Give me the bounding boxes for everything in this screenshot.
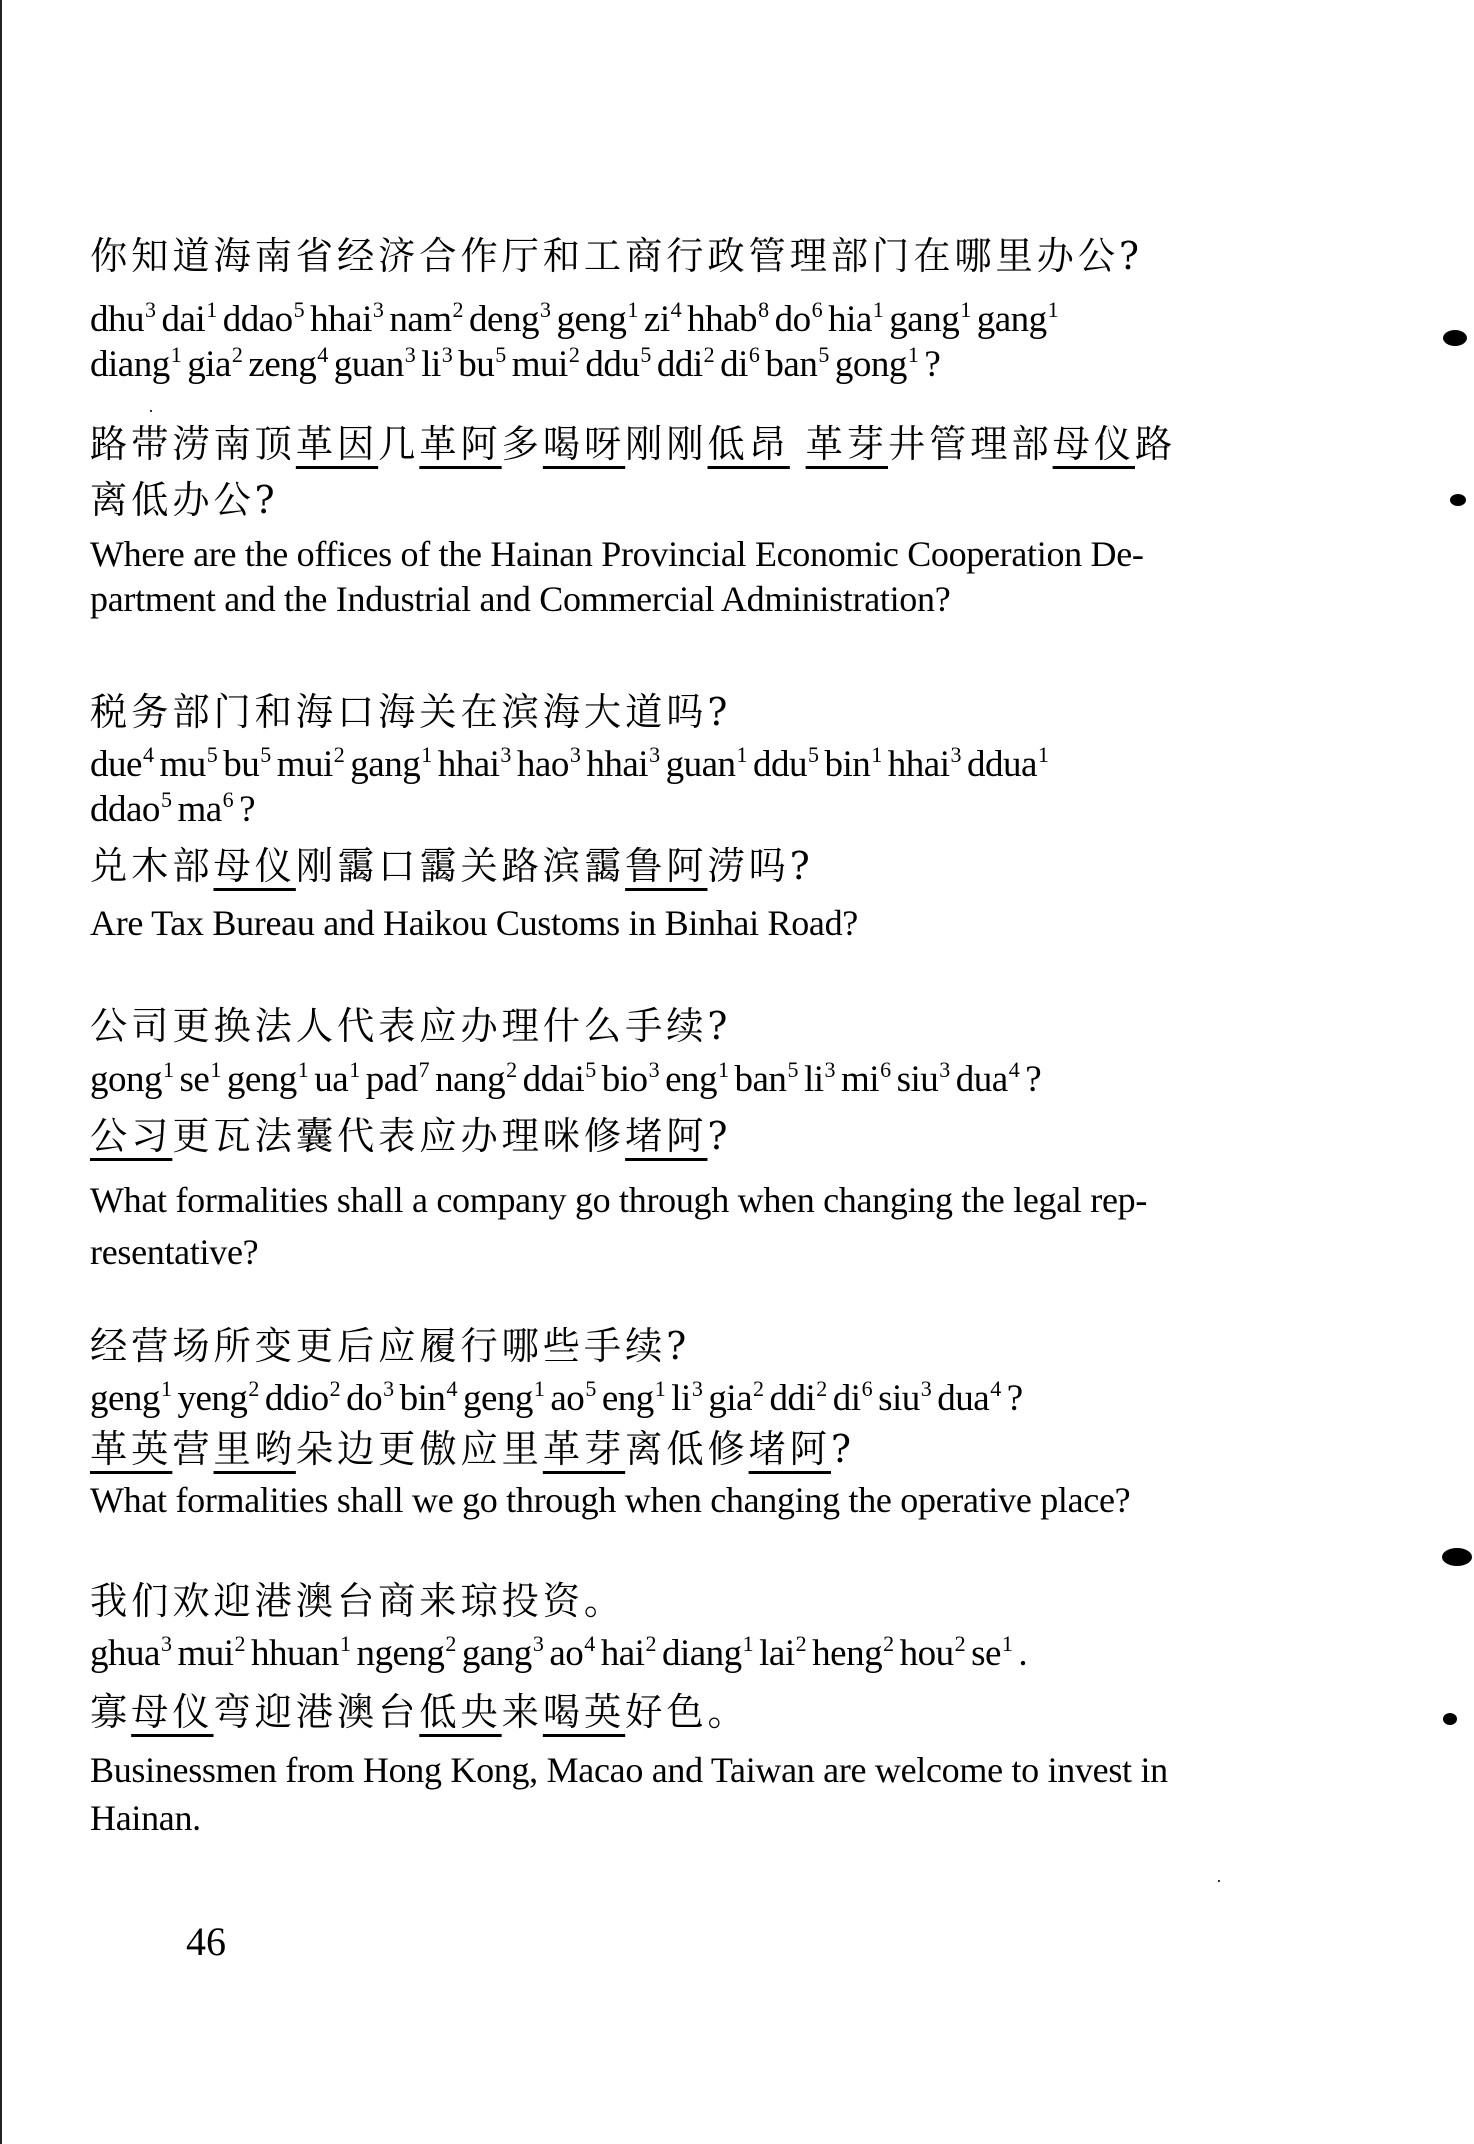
romanized-syllable: bin$^4$ xyxy=(399,1376,457,1419)
sound-chars: 兑木部 xyxy=(90,844,214,888)
romanized-syllable: $se^1$ xyxy=(179,1057,221,1100)
tone-number: 3 xyxy=(372,297,384,322)
hainanese-transcription xyxy=(90,1112,731,1160)
sound-chars: 弯迎港澳台 xyxy=(213,1690,420,1734)
romanized-syllable: pad$^7$ xyxy=(365,1057,430,1100)
romanized-syllable: diang$^1$ xyxy=(90,342,182,385)
romanized-syllable: $ua^1$ xyxy=(314,1057,360,1100)
underlined-sound-chars: 母仪 xyxy=(1052,422,1135,466)
tone-number: 3 xyxy=(950,742,961,767)
romanized-syllable: ? xyxy=(1006,1378,1023,1419)
tone-number: 1 xyxy=(718,1057,729,1082)
tone-number: 4 xyxy=(142,742,154,767)
sound-chars: 几 xyxy=(378,422,420,466)
romanized-syllable: $li^3$ xyxy=(803,1057,835,1100)
romanized-syllable: hhai$^3$ xyxy=(437,742,511,785)
romanized-syllable: ban$^5$ xyxy=(734,1057,798,1100)
romanized-syllable: gong$^1$ xyxy=(90,1057,174,1100)
tone-number: 1 xyxy=(170,342,182,367)
underlined-sound-chars: 革芽 xyxy=(542,1427,626,1471)
romanized-syllable: bin$^1$ xyxy=(824,742,882,785)
tone-number: 1 xyxy=(1001,1631,1013,1656)
tone-number: 4 xyxy=(446,1376,457,1401)
romanized-syllable: ddai$^5$ xyxy=(522,1057,596,1100)
romanized-syllable: hhai$^3$ xyxy=(310,297,384,340)
romanized-syllable: $mu^5$ xyxy=(159,742,218,785)
tone-number: 2 xyxy=(234,1631,245,1656)
romanized-syllable: gang$^3$ xyxy=(461,1631,544,1674)
romanized-syllable: diang$^1$ xyxy=(661,1631,754,1674)
romanized-syllable: hhab$^8$ xyxy=(687,297,769,340)
underlined-sound-chars: 公习 xyxy=(90,1114,173,1158)
romanized-syllable: eng$^1$ xyxy=(601,1376,666,1419)
sound-chars: 离低办公? xyxy=(90,478,279,522)
tone-number: 5 xyxy=(206,742,218,767)
romanized-syllable: ghua$^3$ xyxy=(90,1631,172,1674)
tone-number: 1 xyxy=(210,1057,221,1082)
mandarin-question: 税务部门和海口海关在滨海大道吗? xyxy=(90,690,732,734)
tone-number: 1 xyxy=(736,742,747,767)
romanized-syllable: ? xyxy=(924,344,941,385)
romanization-line xyxy=(90,743,1054,787)
romanized-syllable: siu$^3$ xyxy=(896,1057,950,1100)
romanized-syllable: mui$^2$ xyxy=(511,342,580,385)
romanized-syllable: ? xyxy=(1025,1059,1042,1100)
romanized-syllable: hia$^1$ xyxy=(828,297,884,340)
romanized-syllable: bio$^3$ xyxy=(601,1057,660,1100)
romanized-syllable: gia$^2$ xyxy=(187,342,243,385)
tone-number: 1 xyxy=(160,1376,172,1401)
binding-hole-mark xyxy=(1450,494,1466,506)
mandarin-question: 我们欢迎港澳台商来琼投资。 xyxy=(90,1579,626,1623)
tone-number: 3 xyxy=(145,297,156,322)
romanized-syllable: $ao^5$ xyxy=(550,1376,596,1419)
tone-number: 2 xyxy=(231,342,243,367)
romanization-line xyxy=(90,1377,1029,1421)
underlined-sound-chars: 低昂 xyxy=(707,422,790,466)
romanized-syllable: hou$^2$ xyxy=(899,1631,966,1674)
romanization-line xyxy=(90,343,946,387)
page-edge-rule xyxy=(0,0,2,2144)
tone-number: 5 xyxy=(585,1376,596,1401)
tone-number: 2 xyxy=(329,1376,341,1401)
sound-chars: 离低修 xyxy=(625,1427,749,1471)
sound-chars: ? xyxy=(830,1427,855,1471)
romanized-syllable: guan$^3$ xyxy=(333,342,416,385)
tone-number: 3 xyxy=(383,1376,394,1401)
romanized-syllable: deng$^3$ xyxy=(469,297,551,340)
romanized-syllable: ddi$^2$ xyxy=(656,342,715,385)
romanized-syllable: guan$^1$ xyxy=(665,742,747,785)
underlined-sound-chars: 母仪 xyxy=(131,1690,214,1734)
tone-number: 1 xyxy=(533,1376,545,1401)
romanized-syllable: ddi$^2$ xyxy=(769,1376,827,1419)
romanized-syllable: $ma^6$ xyxy=(177,787,234,830)
english-translation: Are Tax Bureau and Haikou Customs in Binhai Road? xyxy=(90,903,858,943)
romanized-syllable: $do^3$ xyxy=(346,1376,394,1419)
tone-number: 2 xyxy=(883,1631,894,1656)
tone-number: 2 xyxy=(445,1631,456,1656)
tone-number: 3 xyxy=(939,1057,950,1082)
romanized-syllable: geng$^1$ xyxy=(226,1057,309,1100)
underlined-sound-chars: 堵阿 xyxy=(625,1114,708,1158)
tone-number: 2 xyxy=(248,1376,259,1401)
tone-number: 3 xyxy=(441,342,453,367)
underlined-sound-chars: 革阿 xyxy=(419,422,502,466)
romanized-syllable: $mi^6$ xyxy=(841,1057,891,1100)
romanized-syllable: siu$^3$ xyxy=(878,1376,932,1419)
tone-number: 2 xyxy=(568,342,580,367)
tone-number: 1 xyxy=(206,297,217,322)
sound-chars: 涝吗? xyxy=(707,844,814,888)
romanized-syllable: ddio$^2$ xyxy=(264,1376,341,1419)
sound-chars: 刚靄口靄关路滨靄 xyxy=(295,844,626,888)
romanized-syllable: . xyxy=(1018,1633,1028,1674)
tone-number: 3 xyxy=(532,1631,544,1656)
romanized-syllable: $li^3$ xyxy=(421,342,453,385)
romanization-line xyxy=(90,1632,1033,1676)
english-translation: Hainan. xyxy=(90,1798,201,1838)
tone-number: 4 xyxy=(584,1631,595,1656)
sound-chars xyxy=(790,422,806,466)
romanized-syllable: lai$^2$ xyxy=(759,1631,807,1674)
tone-number: 5 xyxy=(818,342,829,367)
romanized-syllable: ddu$^5$ xyxy=(585,342,651,385)
sound-chars: 刚刚 xyxy=(625,422,708,466)
english-translation: resentative? xyxy=(90,1232,259,1272)
underlined-sound-chars: 母仪 xyxy=(213,844,296,888)
tone-number: 1 xyxy=(907,342,919,367)
romanization-line xyxy=(90,298,1064,342)
tone-number: 2 xyxy=(506,1057,517,1082)
tone-number: 1 xyxy=(960,297,971,322)
sound-chars: ? xyxy=(707,1114,732,1158)
binding-hole-mark xyxy=(1443,330,1467,346)
romanized-syllable: heng$^2$ xyxy=(812,1631,894,1674)
mandarin-question: 经营场所变更后应履行哪些手续? xyxy=(90,1324,691,1368)
tone-number: 5 xyxy=(260,742,271,767)
romanized-syllable: gang$^1$ xyxy=(889,297,971,340)
underlined-sound-chars: 革英 xyxy=(90,1427,173,1471)
sound-chars: 来 xyxy=(501,1690,543,1734)
tone-number: 2 xyxy=(703,342,715,367)
romanization-line xyxy=(90,788,261,832)
tone-number: 3 xyxy=(569,742,581,767)
underlined-sound-chars: 里哟 xyxy=(213,1427,296,1471)
binding-hole-mark xyxy=(1442,1548,1472,1566)
romanized-syllable: zeng$^4$ xyxy=(248,342,328,385)
tone-number: 3 xyxy=(539,297,551,322)
romanized-syllable: due$^4$ xyxy=(90,742,154,785)
sound-chars: 多 xyxy=(501,422,543,466)
tone-number: 2 xyxy=(333,742,345,767)
underlined-sound-chars: 鲁阿 xyxy=(625,844,708,888)
tone-number: 2 xyxy=(452,297,464,322)
underlined-sound-chars: 喝呀 xyxy=(542,422,626,466)
sound-chars: 朵边更傲应里 xyxy=(295,1427,543,1471)
sound-chars: 路带涝 xyxy=(90,422,214,466)
romanized-syllable: geng$^1$ xyxy=(90,1376,172,1419)
tone-number: 1 xyxy=(627,297,638,322)
mandarin-question: 公司更换法人代表应办理什么手续? xyxy=(90,1004,732,1048)
romanized-syllable: $li^3$ xyxy=(671,1376,703,1419)
tone-number: 5 xyxy=(293,297,305,322)
romanized-syllable: yeng$^2$ xyxy=(177,1376,259,1419)
romanized-syllable: ? xyxy=(239,789,256,830)
tone-number: 1 xyxy=(421,742,432,767)
romanized-syllable: $do^6$ xyxy=(774,297,823,340)
tone-number: 2 xyxy=(816,1376,827,1401)
hainanese-transcription xyxy=(90,476,279,524)
sound-chars: 井管理部 xyxy=(887,422,1053,466)
romanized-syllable: ddao$^5$ xyxy=(90,787,172,830)
underlined-sound-chars: 堵阿 xyxy=(748,1427,831,1471)
tone-number: 6 xyxy=(880,1057,891,1082)
tone-number: 6 xyxy=(222,787,234,812)
tone-number: 6 xyxy=(811,297,823,322)
romanized-syllable: gang$^1$ xyxy=(350,742,432,785)
tone-number: 4 xyxy=(1008,1057,1020,1082)
tone-number: 1 xyxy=(872,297,884,322)
romanized-syllable: ban$^5$ xyxy=(765,342,829,385)
tone-number: 5 xyxy=(787,1057,798,1082)
english-translation: What formalities shall a company go through when changing the legal rep- xyxy=(90,1180,1148,1220)
tone-number: 1 xyxy=(1037,742,1049,767)
romanized-syllable: hhai$^3$ xyxy=(887,742,961,785)
romanization-line xyxy=(90,1058,1047,1102)
tone-number: 3 xyxy=(824,1057,835,1082)
tone-number: 3 xyxy=(691,1376,703,1401)
tone-number: 2 xyxy=(795,1631,807,1656)
romanized-syllable: hhuan$^1$ xyxy=(251,1631,351,1674)
tone-number: 3 xyxy=(500,742,511,767)
tone-number: 3 xyxy=(404,342,416,367)
romanized-syllable: ddua$^1$ xyxy=(966,742,1049,785)
tone-number: 3 xyxy=(648,1057,660,1082)
tone-number: 1 xyxy=(654,1376,666,1401)
underlined-sound-chars: 喝英 xyxy=(542,1690,626,1734)
romanized-syllable: hai$^2$ xyxy=(600,1631,656,1674)
romanized-syllable: nam$^2$ xyxy=(389,297,464,340)
tone-number: 5 xyxy=(160,787,172,812)
tone-number: 7 xyxy=(418,1057,430,1082)
tone-number: 4 xyxy=(670,297,682,322)
romanized-syllable: ddu$^5$ xyxy=(753,742,819,785)
romanized-syllable: gang$^1$ xyxy=(976,297,1059,340)
tone-number: 1 xyxy=(163,1057,174,1082)
sound-chars: 好色。 xyxy=(625,1690,749,1734)
mandarin-question: 你知道海南省经济合作厅和工商行政管理部门在哪里办公? xyxy=(90,234,1143,278)
romanized-syllable: geng$^1$ xyxy=(556,297,638,340)
tone-number: 2 xyxy=(645,1631,656,1656)
romanized-syllable: dua$^4$ xyxy=(937,1376,1001,1419)
romanized-syllable: nang$^2$ xyxy=(435,1057,517,1100)
romanized-syllable: $se^1$ xyxy=(971,1631,1013,1674)
tone-number: 2 xyxy=(753,1376,764,1401)
tone-number: 6 xyxy=(748,342,760,367)
hainanese-transcription xyxy=(90,1425,855,1473)
tone-number: 5 xyxy=(640,342,651,367)
sound-chars: 路 xyxy=(1134,422,1177,466)
hainanese-transcription xyxy=(90,842,814,890)
english-translation: Where are the offices of the Hainan Provincial Economic Cooperation De- xyxy=(90,534,1144,574)
scan-speck xyxy=(150,410,152,412)
sound-chars: 营 xyxy=(172,1427,214,1471)
tone-number: 1 xyxy=(297,1057,309,1082)
tone-number: 1 xyxy=(349,1057,360,1082)
romanized-syllable: dua$^4$ xyxy=(955,1057,1020,1100)
romanized-syllable: hao$^3$ xyxy=(516,742,581,785)
romanized-syllable: dai$^1$ xyxy=(161,297,217,340)
tone-number: 5 xyxy=(585,1057,596,1082)
romanized-syllable: mui$^2$ xyxy=(177,1631,245,1674)
romanized-syllable: ngeng$^2$ xyxy=(356,1631,456,1674)
sound-chars: 寡 xyxy=(90,1690,132,1734)
tone-number: 4 xyxy=(990,1376,1001,1401)
tone-number: 1 xyxy=(1047,297,1059,322)
english-translation: partment and the Industrial and Commercial Administration? xyxy=(90,579,951,619)
tone-number: 1 xyxy=(742,1631,754,1656)
scan-speck xyxy=(1218,1880,1220,1882)
page-number: 46 xyxy=(186,1919,226,1964)
romanized-syllable: gong$^1$ xyxy=(834,342,919,385)
underlined-sound-chars: 革因 xyxy=(295,422,379,466)
romanized-syllable: $bu^5$ xyxy=(223,742,271,785)
tone-number: 4 xyxy=(317,342,328,367)
underlined-sound-chars: 低央 xyxy=(419,1690,502,1734)
hainanese-transcription xyxy=(90,1688,749,1736)
tone-number: 1 xyxy=(339,1631,351,1656)
binding-hole-mark xyxy=(1443,1713,1457,1725)
romanized-syllable: eng$^1$ xyxy=(665,1057,729,1100)
english-translation: Businessmen from Hong Kong, Macao and Taiwan are welcome to invest in xyxy=(90,1750,1168,1790)
english-translation: What formalities shall we go through when changing the operative place? xyxy=(90,1480,1131,1520)
tone-number: 1 xyxy=(871,742,882,767)
sound-chars: 南顶 xyxy=(213,422,296,466)
tone-number: 8 xyxy=(758,297,769,322)
romanized-syllable: $bu^5$ xyxy=(458,342,506,385)
romanized-syllable: $di^6$ xyxy=(832,1376,873,1419)
tone-number: 6 xyxy=(861,1376,873,1401)
tone-number: 5 xyxy=(495,342,506,367)
underlined-sound-chars: 革芽 xyxy=(805,422,888,466)
romanized-syllable: $zi^4$ xyxy=(643,297,682,340)
romanized-syllable: mui$^2$ xyxy=(276,742,345,785)
romanized-syllable: hhai$^3$ xyxy=(586,742,660,785)
romanized-syllable: gia$^2$ xyxy=(708,1376,764,1419)
tone-number: 3 xyxy=(920,1376,932,1401)
romanized-syllable: $di^6$ xyxy=(720,342,760,385)
romanized-syllable: geng$^1$ xyxy=(462,1376,545,1419)
tone-number: 3 xyxy=(160,1631,172,1656)
tone-number: 5 xyxy=(808,742,819,767)
tone-number: 3 xyxy=(649,742,660,767)
romanized-syllable: $ao^4$ xyxy=(549,1631,595,1674)
tone-number: 2 xyxy=(954,1631,966,1656)
romanized-syllable: ddao$^5$ xyxy=(222,297,305,340)
sound-chars: 更瓦法囊代表应办理咪修 xyxy=(172,1114,626,1158)
romanized-syllable: dhu$^3$ xyxy=(90,297,156,340)
hainanese-transcription xyxy=(90,420,1176,468)
